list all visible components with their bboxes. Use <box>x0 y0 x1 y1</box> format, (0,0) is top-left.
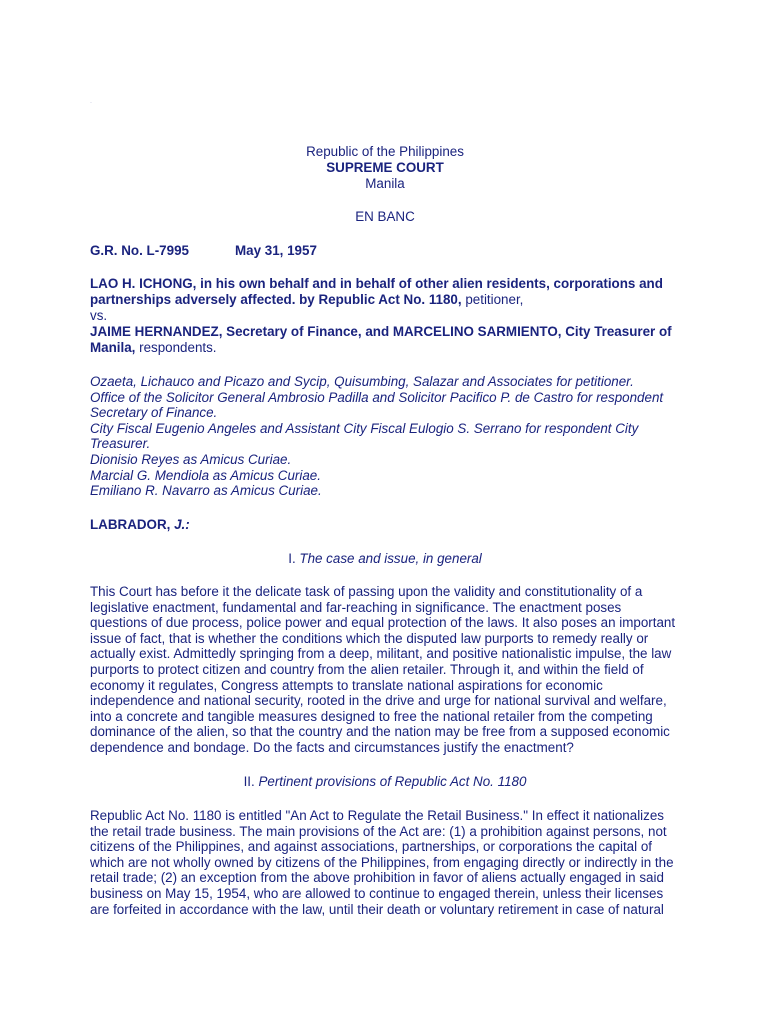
case-number-line <box>90 243 680 259</box>
respondent-role: respondents. <box>135 339 217 355</box>
section-body: This Court has before it the delicate task of passing upon the validity and constitutionality of a legislative enactment, fundamental and far-reaching in significance. The enactment poses questions of due process, police power and equal protection of the laws. It also poses an important issue of fact, that is whether the conditions which the disputed law purports to remedy really or actually exist. Admittedly springing from a deep, militant, and positive nationalistic impulse, the law purports to protect citizen and country from the alien retailer. Through it, and within the field of economy it regulates, Congress attempts to translate national aspirations for economic independence and national security, rooted in the drive and urge for national survival and welfare, into a concrete and tangible measures designed to free the national retailer from the competing dominance of the alien, so that the country and the nation may be free from a supposed economic dependence and bondage. Do the facts and circumstances justify the enactment? <box>90 584 676 755</box>
ponente-suffix: J.: <box>174 517 190 532</box>
ponente <box>90 517 680 533</box>
versus-label: vs. <box>90 308 108 323</box>
court-city: Manila <box>365 176 405 191</box>
section-heading <box>90 774 680 790</box>
republic-line: Republic of the Philippines <box>306 144 464 159</box>
decision-date: May 31, 1957 <box>235 243 317 258</box>
petitioner-name: LAO H. ICHONG, in his own behalf and in behalf of other alien residents, corporations and partnerships adversely affected. by Republic Act No. 1180, <box>90 276 663 307</box>
section-numeral: I. <box>288 551 300 566</box>
section-body: Republic Act No. 1180 is entitled "An Act to Regulate the Retail Business." In effect it nationalizes the retail trade business. The main provisions of the Act are: (1) a prohibition against persons, not citizens of the Philippines, and against associations, partnerships, or corporations the capital of which are not wholly owned by citizens of the Philippines, from engaging directly or indirectly in the retail trade; (2) an exception from the above prohibition in favor of aliens actually engaged in said business on May 15, 1954, who are allowed to continue to engaged therein, unless their licenses are forfeited in accordance with the law, until their death or voluntary retirement in case of natural <box>90 808 674 917</box>
stray-mark: · <box>90 100 92 106</box>
counsel-line: Office of the Solicitor General Ambrosio Padilla and Solicitor Pacifico P. de Castro for respondent Secretary of Finance. <box>90 389 664 421</box>
respondent-block <box>90 324 680 355</box>
court-name: SUPREME COURT <box>326 160 444 175</box>
division-label: EN BANC <box>355 209 415 224</box>
ponente-name: LABRADOR, <box>90 517 175 532</box>
petitioner-block <box>90 276 680 307</box>
section-title: Pertinent provisions of Republic Act No. 1180 <box>258 774 527 789</box>
counsel-line: Marcial G. Mendiola as Amicus Curiae. <box>90 467 321 483</box>
section-heading <box>90 551 680 567</box>
petitioner-role: petitioner, <box>461 291 524 307</box>
counsel-line: Emiliano R. Navarro as Amicus Curiae. <box>90 483 322 499</box>
section-title: The case and issue, in general <box>299 551 482 566</box>
counsel-line: City Fiscal Eugenio Angeles and Assistant City Fiscal Eulogio S. Serrano for respondent City Treasurer. <box>90 420 639 452</box>
gr-number: G.R. No. L-7995 <box>90 243 189 258</box>
respondent-name: JAIME HERNANDEZ, Secretary of Finance, and MARCELINO SARMIENTO, City Treasurer of Manila, <box>90 324 672 355</box>
counsel-line: Ozaeta, Lichauco and Picazo and Sycip, Quisumbing, Salazar and Associates for petitioner. <box>90 374 634 389</box>
counsel-line: Dionisio Reyes as Amicus Curiae. <box>90 451 292 467</box>
counsel-list <box>90 374 680 499</box>
section-numeral: II. <box>243 774 259 789</box>
